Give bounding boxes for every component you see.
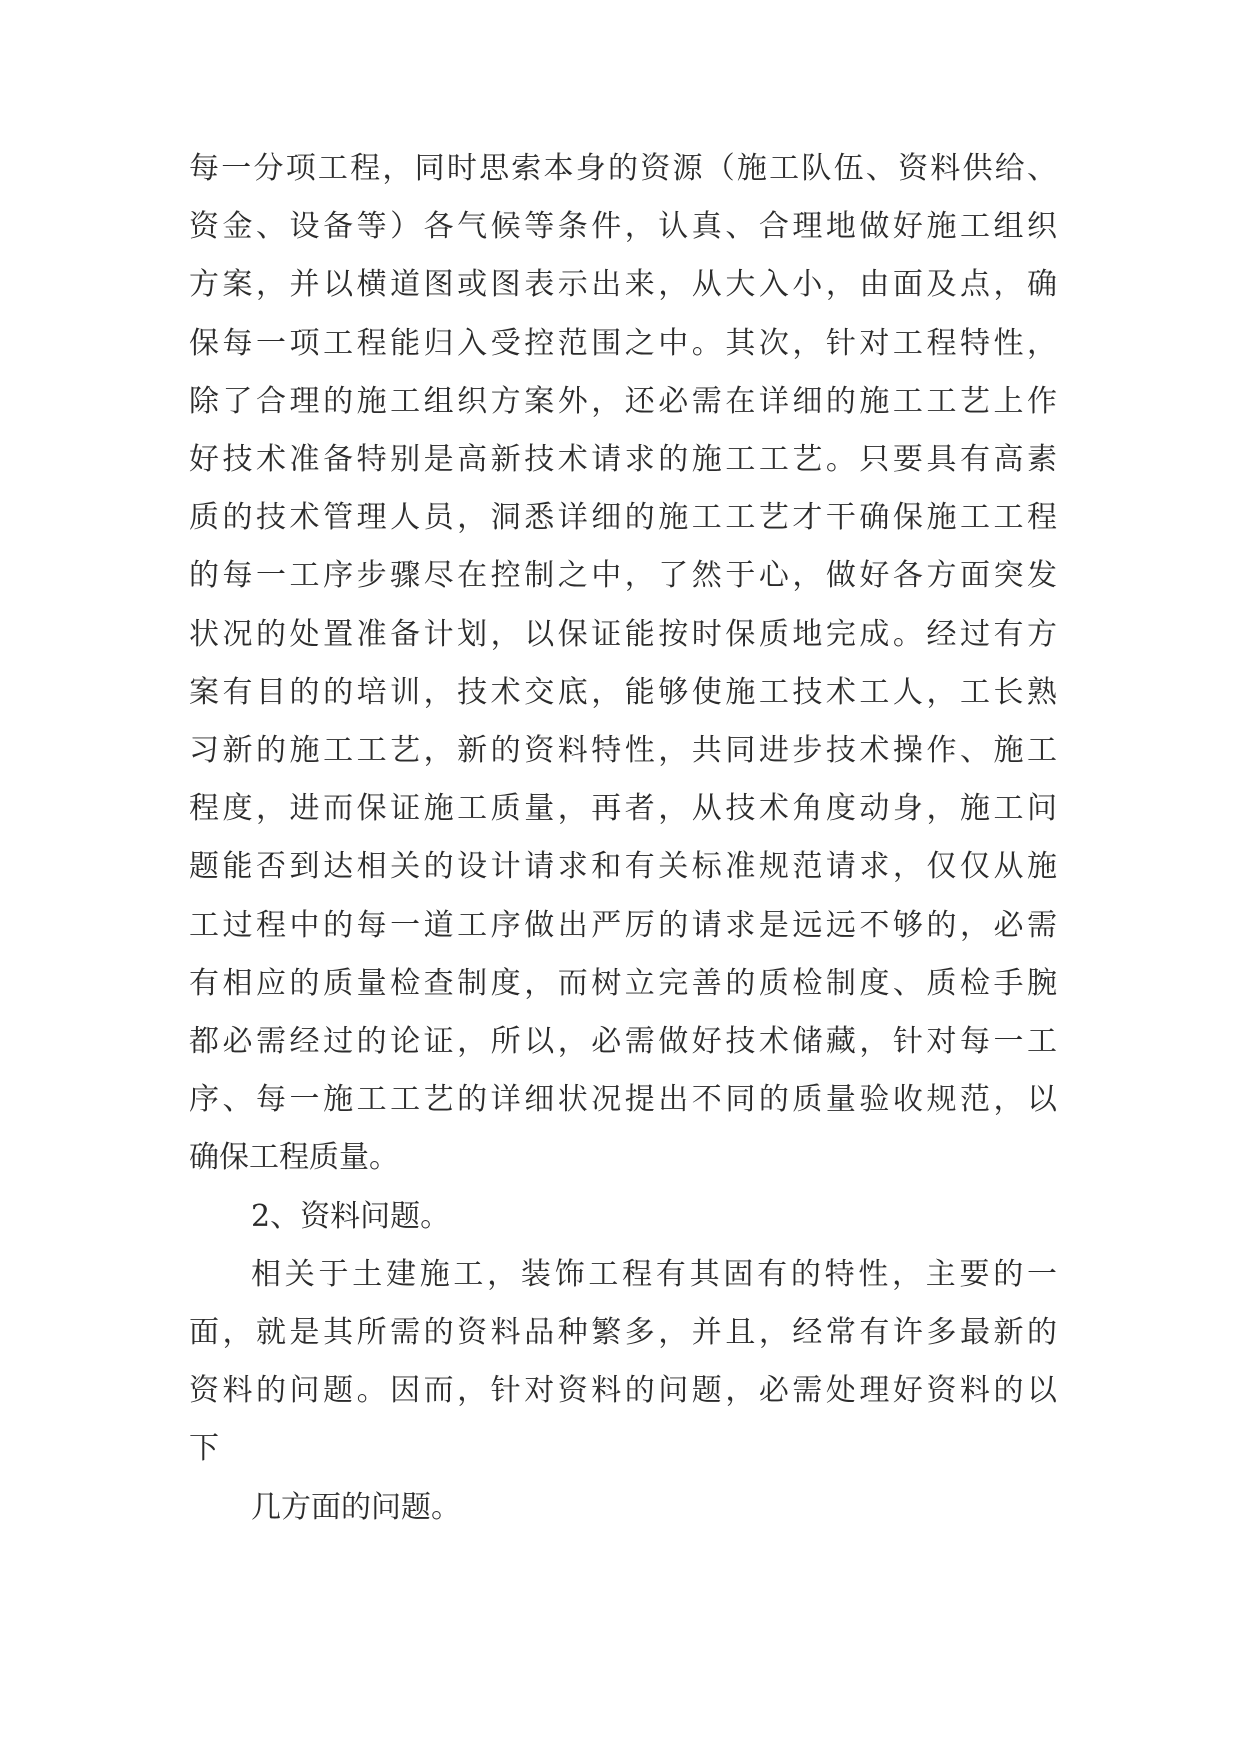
section-heading-materials: 2、资料问题。 xyxy=(251,1198,451,1234)
text-line: 质的技术管理人员，洞悉详细的施工工艺才干确保施工工程 xyxy=(189,500,1057,536)
text-line: 面，就是其所需的资料品种繁多，并且，经常有许多最新的 xyxy=(189,1315,1057,1351)
text-line: 除了合理的施工组织方案外，还必需在详细的施工工艺上作 xyxy=(189,383,1057,419)
text-line: 有相应的质量检查制度，而树立完善的质检制度、质检手腕 xyxy=(189,965,1057,1001)
text-line: 习新的施工工艺，新的资料特性，共同进步技术操作、施工 xyxy=(189,733,1057,769)
paragraph-several-aspects: 几方面的问题。 xyxy=(251,1489,461,1525)
document-body xyxy=(189,140,1057,1537)
text-line: 工过程中的每一道工序做出严厉的请求是远远不够的，必需 xyxy=(189,907,1057,943)
text-line: 状况的处置准备计划，以保证能按时保质地完成。经过有方 xyxy=(189,616,1057,652)
text-line: 都必需经过的论证，所以，必需做好技术储藏，针对每一工 xyxy=(189,1024,1057,1060)
text-line: 的每一工序步骤尽在控制之中，了然于心，做好各方面突发 xyxy=(189,558,1057,594)
text-line: 序、每一施工工艺的详细状况提出不同的质量验收规范，以 xyxy=(189,1082,1057,1118)
text-line: 方案，并以横道图或图表示出来，从大入小，由面及点，确 xyxy=(189,267,1057,303)
text-line: 好技术准备特别是高新技术请求的施工工艺。只要具有高素 xyxy=(189,442,1057,478)
text-line: 资金、设备等）各气候等条件，认真、合理地做好施工组织 xyxy=(189,209,1057,245)
text-line: 资料的问题。因而，针对资料的问题，必需处理好资料的以 xyxy=(189,1373,1057,1409)
text-line: 确保工程质量。 xyxy=(189,1140,399,1176)
paragraph-materials xyxy=(189,1246,1057,1479)
text-line: 保每一项工程能归入受控范围之中。其次，针对工程特性， xyxy=(189,325,1057,361)
text-line: 每一分项工程，同时思索本身的资源（施工队伍、资料供给、 xyxy=(189,151,1057,186)
text-line: 下 xyxy=(189,1431,219,1467)
text-line: 相关于土建施工，装饰工程有其固有的特性，主要的一 xyxy=(251,1256,1057,1292)
text-line: 案有目的的培训，技术交底，能够使施工技术工人，工长熟 xyxy=(189,674,1057,710)
text-line: 题能否到达相关的设计请求和有关标准规范请求，仅仅从施 xyxy=(189,849,1057,885)
paragraph-construction-organization xyxy=(189,140,1057,1188)
text-line: 程度，进而保证施工质量，再者，从技术角度动身，施工问 xyxy=(189,791,1057,827)
